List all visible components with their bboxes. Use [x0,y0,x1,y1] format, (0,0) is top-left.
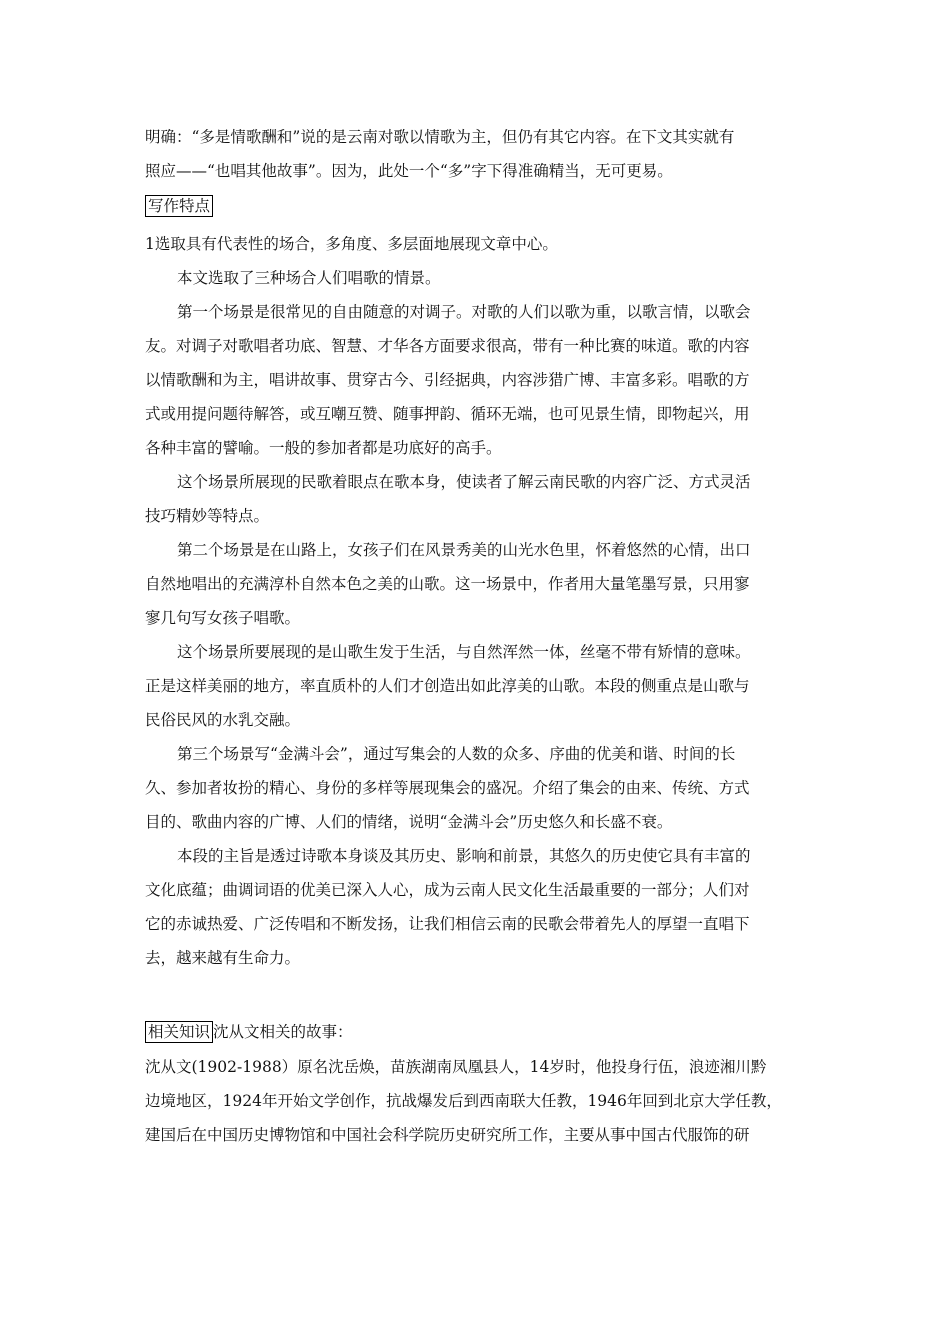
text-line: 本段的主旨是透过诗歌本身谈及其历史、影响和前景，其悠久的历史使它具有丰富的 [177,847,751,865]
text-line: 它的赤诚热爱、广泛传唱和不断发扬，让我们相信云南的民歌会带着先人的厚望一直唱下 [145,915,750,933]
related-knowledge-heading: 相关知识 [145,1021,213,1043]
text-line: 目的、歌曲内容的广博、人们的情绪，说明“金满斗会”历史悠久和长盛不衰。 [145,813,673,831]
text-line: 明确：“多是情歌酬和”说的是云南对歌以情歌为主，但仍有其它内容。在下文其实就有 [145,128,735,146]
text-line: 边境地区，1924年开始文学创作，抗战爆发后到西南联大任教，1946年回到北京大学任教， [145,1092,782,1110]
writing-features-heading: 写作特点 [145,195,213,217]
text-line: 友。对调子对歌唱者功底、智慧、才华各方面要求很高，带有一种比赛的味道。歌的内容 [145,337,750,355]
text-line: 民俗民风的水乳交融。 [145,711,301,729]
text-line: 式或用提问题待解答，或互嘲互赞、随事押韵、循环无端，也可见景生情，即物起兴，用 [145,405,750,423]
text-line: 文化底蕴；曲调词语的优美已深入人心，成为云南人民文化生活最重要的一部分；人们对 [145,881,750,899]
writing-features-body [145,227,810,975]
text-line: 第三个场景写“金满斗会”，通过写集会的人数的众多、序曲的优美和谐、时间的长 [177,745,736,763]
text-line: 寥几句写女孩子唱歌。 [145,609,301,627]
text-line: 第一个场景是很常见的自由随意的对调子。对歌的人们以歌为重，以歌言情，以歌会 [177,303,751,321]
text-line: 久、参加者妆扮的精心、身份的多样等展现集会的盛况。介绍了集会的由来、传统、方式 [145,779,750,797]
text-line: 建国后在中国历史博物馆和中国社会科学院历史研究所工作，主要从事中国古代服饰的研 [145,1126,750,1144]
text-line: 去，越来越有生命力。 [145,949,301,967]
point-1: 1选取具有代表性的场合，多角度、多层面地展现文章中心。 [145,235,558,253]
text-line: 沈从文(1902-1988）原名沈岳焕，苗族湖南凤凰县人，14岁时，他投身行伍，浪迹湘川黔 [145,1058,767,1076]
intro-line: 本文选取了三种场合人们唱歌的情景。 [177,269,441,287]
text-line: 技巧精妙等特点。 [145,507,270,525]
text-line: 自然地唱出的充满淳朴自然本色之美的山歌。这一场景中，作者用大量笔墨写景，只用寥 [145,575,750,593]
text-line: 第二个场景是在山路上，女孩子们在风景秀美的山光水色里，怀着悠然的心情，出口 [177,541,751,559]
text-line: 这个场景所要展现的是山歌生发于生活，与自然浑然一体，丝毫不带有矫情的意味。 [177,643,751,661]
related-heading-tail: 沈从文相关的故事： [213,1023,353,1041]
section-heading-writing-features [145,194,213,218]
text-line: 这个场景所展现的民歌着眼点在歌本身，使读者了解云南民歌的内容广泛、方式灵活 [177,473,751,491]
text-line: 照应——“也唱其他故事”。因为，此处一个“多”字下得准确精当，无可更易。 [145,162,673,180]
intro-paragraph [145,120,810,188]
text-line: 各种丰富的譬喻。一般的参加者都是功底好的高手。 [145,439,502,457]
text-line: 正是这样美丽的地方，率直质朴的人们才创造出如此淳美的山歌。本段的侧重点是山歌与 [145,677,750,695]
text-line: 以情歌酬和为主，唱讲故事、贯穿古今、引经据典，内容涉猎广博、丰富多彩。唱歌的方 [145,371,750,389]
related-body [145,1050,810,1152]
section-heading-related [145,1020,353,1044]
